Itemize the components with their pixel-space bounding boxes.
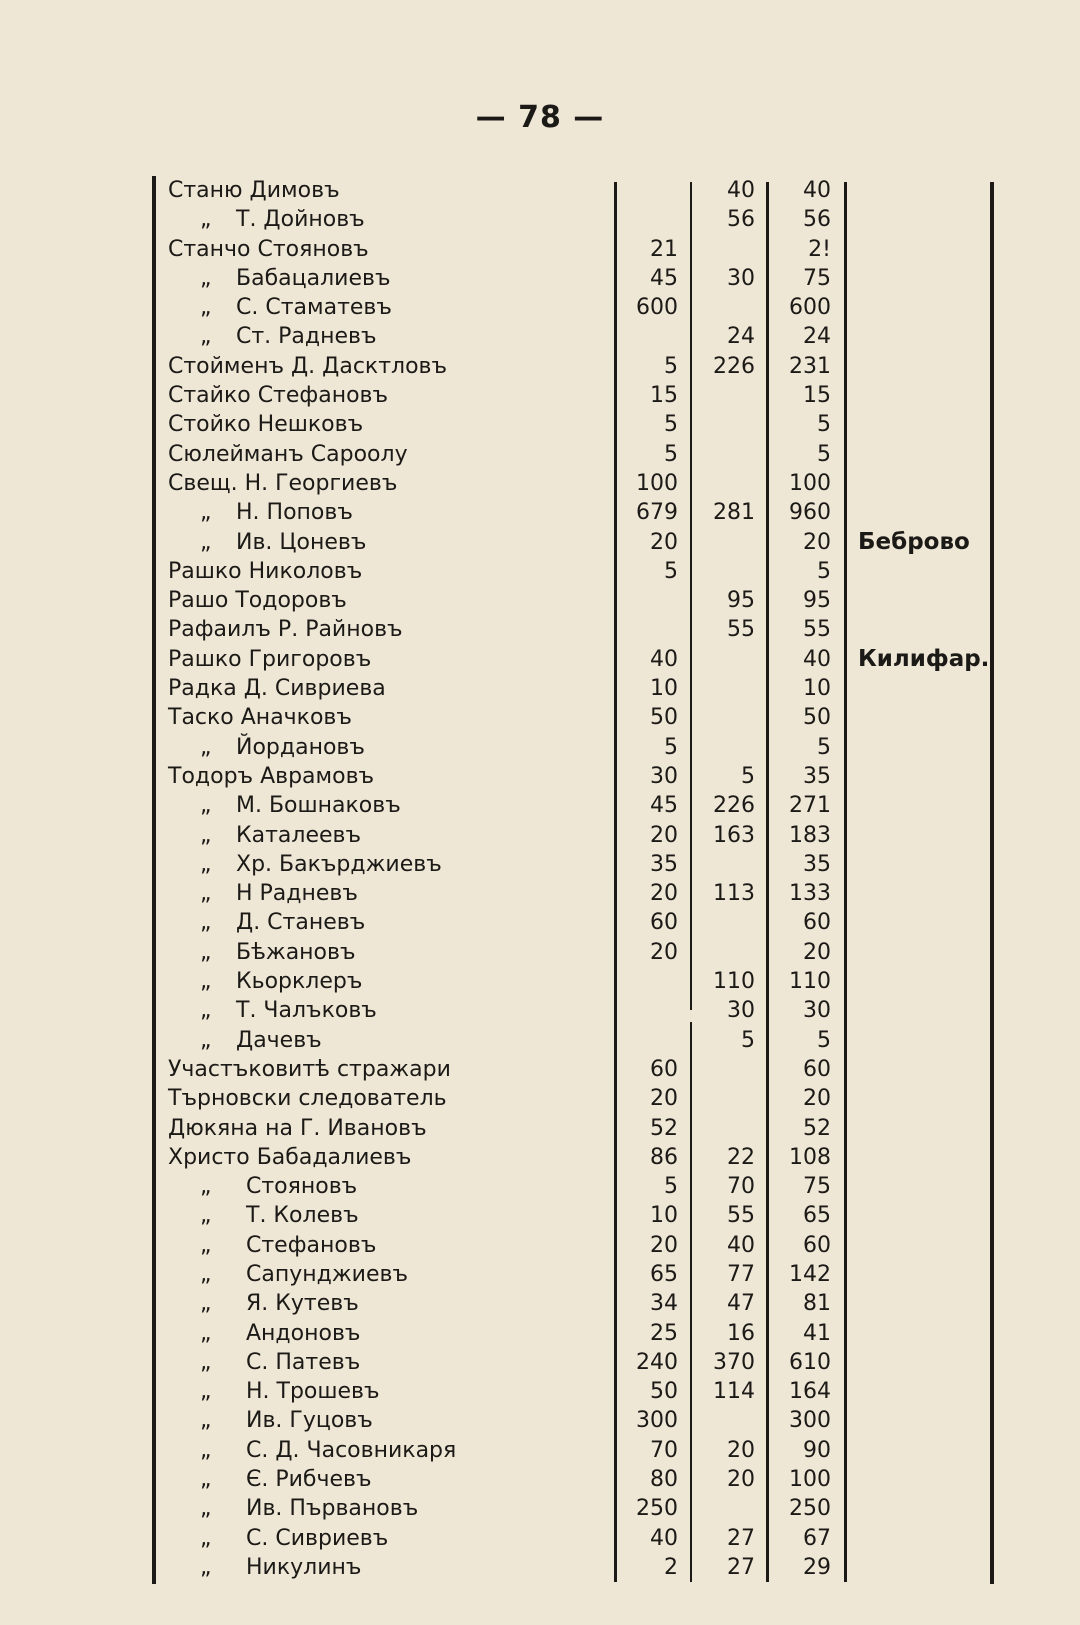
ditto-mark: „ (200, 1379, 212, 1405)
table-row (168, 1026, 988, 1055)
amount-c3: 600 (789, 295, 831, 321)
table-row (168, 1348, 988, 1377)
amount-c1: 20 (650, 1086, 678, 1112)
amount-c3: 2! (808, 236, 831, 262)
amount-c2: 40 (727, 1232, 755, 1258)
row-name-text: Є. Рибчевъ (246, 1467, 372, 1493)
row-name-text: Стойко Нешковъ (168, 412, 364, 438)
amount-c2: 370 (713, 1349, 755, 1375)
table-row (168, 1143, 988, 1172)
row-name-text: Тодоръ Аврамовъ (168, 763, 375, 789)
ditto-mark: „ (200, 939, 212, 965)
row-name-text: Н. Трошевъ (246, 1379, 380, 1405)
amount-c3: 90 (803, 1437, 831, 1463)
row-name-text: С. Патевъ (246, 1349, 361, 1375)
row-name-text: Д. Станевъ (236, 910, 366, 936)
ditto-mark: „ (200, 500, 212, 526)
amount-c1: 679 (636, 500, 678, 526)
ditto-mark: „ (200, 1554, 212, 1580)
ditto-mark: „ (200, 1437, 212, 1463)
row-name-text: Христо Бабадалиевъ (168, 1144, 412, 1170)
row-name-text: Ив. Гуцовъ (246, 1408, 373, 1434)
amount-c3: 20 (803, 1086, 831, 1112)
ditto-mark: „ (200, 1174, 212, 1200)
amount-c1: 240 (636, 1349, 678, 1375)
table-row (168, 1114, 988, 1143)
ditto-mark: „ (200, 1467, 212, 1493)
amount-c1: 52 (650, 1115, 678, 1141)
table-row (168, 1436, 988, 1465)
table-row (168, 176, 988, 205)
ditto-mark: „ (200, 851, 212, 877)
amount-c3: 108 (789, 1144, 831, 1170)
amount-c1: 45 (650, 265, 678, 291)
amount-c2: 20 (727, 1467, 755, 1493)
table-row (168, 1377, 988, 1406)
amount-c2: 24 (727, 324, 755, 350)
ledger-table (168, 176, 988, 1582)
row-name-text: Никулинъ (246, 1554, 362, 1580)
amount-c3: 95 (803, 588, 831, 614)
ditto-mark: „ (200, 1349, 212, 1375)
table-row (168, 645, 988, 674)
row-name-text: Т. Колевъ (246, 1203, 359, 1229)
amount-c1: 70 (650, 1437, 678, 1463)
ditto-mark: „ (200, 1320, 212, 1346)
row-name-text: Сюлейманъ Сароолу (168, 441, 408, 467)
amount-c2: 5 (741, 763, 755, 789)
table-row (168, 469, 988, 498)
table-row (168, 264, 988, 293)
amount-c3: 5 (817, 441, 831, 467)
ditto-mark: „ (200, 324, 212, 350)
table-row (168, 791, 988, 820)
ditto-mark: „ (200, 1261, 212, 1287)
table-row (168, 1465, 988, 1494)
amount-c3: 271 (789, 793, 831, 819)
row-name-text: Кьорклеръ (236, 969, 363, 995)
table-row (168, 205, 988, 234)
amount-c1: 5 (664, 412, 678, 438)
row-name-text: Стояновъ (246, 1174, 358, 1200)
row-name-text: Таско Аначковъ (168, 705, 352, 731)
amount-c3: 55 (803, 617, 831, 643)
amount-c2: 27 (727, 1525, 755, 1551)
ditto-mark: „ (200, 529, 212, 555)
amount-c1: 20 (650, 881, 678, 907)
row-name-text: Търновски следователь (168, 1086, 447, 1112)
amount-c1: 25 (650, 1320, 678, 1346)
ditto-mark: „ (200, 910, 212, 936)
row-name-text: Ив. Първановъ (246, 1496, 419, 1522)
amount-c2: 77 (727, 1261, 755, 1287)
table-row (168, 1231, 988, 1260)
table-row (168, 996, 988, 1025)
amount-c2: 113 (713, 881, 755, 907)
row-name-text: Станю Димовъ (168, 178, 340, 203)
amount-c3: 164 (789, 1379, 831, 1405)
table-row (168, 1055, 988, 1084)
amount-c1: 20 (650, 939, 678, 965)
amount-c3: 65 (803, 1203, 831, 1229)
row-name-text: Рафаилъ Р. Райновъ (168, 617, 403, 643)
table-row (168, 557, 988, 586)
amount-c3: 10 (803, 676, 831, 702)
table-row (168, 1201, 988, 1230)
amount-c2: 226 (713, 353, 755, 379)
table-row (168, 733, 988, 762)
row-name-text: М. Бошнаковъ (236, 793, 401, 819)
amount-c2: 114 (713, 1379, 755, 1405)
amount-c1: 40 (650, 1525, 678, 1551)
amount-c2: 163 (713, 822, 755, 848)
amount-c3: 40 (803, 646, 831, 672)
ditto-mark: „ (200, 1525, 212, 1551)
amount-c3: 20 (803, 939, 831, 965)
table-row (168, 938, 988, 967)
amount-c3: 100 (789, 470, 831, 496)
amount-c1: 30 (650, 763, 678, 789)
table-row (168, 1406, 988, 1435)
amount-c2: 5 (741, 1027, 755, 1053)
row-name-text: С. Д. Часовникаря (246, 1437, 457, 1463)
table-row (168, 528, 988, 557)
table-row (168, 1494, 988, 1523)
row-name-text: Н. Поповъ (236, 500, 353, 526)
amount-c1: 21 (650, 236, 678, 262)
row-name-text: С. Сивриевъ (246, 1525, 389, 1551)
ditto-mark: „ (200, 1203, 212, 1229)
amount-c3: 24 (803, 324, 831, 350)
amount-c1: 50 (650, 1379, 678, 1405)
amount-c1: 250 (636, 1496, 678, 1522)
amount-c3: 35 (803, 763, 831, 789)
table-row (168, 322, 988, 351)
amount-c1: 20 (650, 1232, 678, 1258)
amount-c3: 15 (803, 383, 831, 409)
amount-c1: 20 (650, 529, 678, 555)
row-name-text: Сапунджиевъ (246, 1261, 409, 1287)
amount-c2: 30 (727, 265, 755, 291)
row-name-text: Стефановъ (246, 1232, 377, 1258)
amount-c2: 95 (727, 588, 755, 614)
amount-c1: 10 (650, 1203, 678, 1229)
row-name-text: Рашко Григоровъ (168, 646, 372, 672)
row-name-text: Хр. Бакърджиевъ (236, 851, 442, 877)
amount-c1: 5 (664, 558, 678, 584)
amount-c3: 35 (803, 851, 831, 877)
amount-c2: 226 (713, 793, 755, 819)
row-name-text: Ст. Радневъ (236, 324, 377, 350)
row-name-text: Стойменъ Д. Дасктловъ (168, 353, 448, 379)
ditto-mark: „ (200, 881, 212, 907)
amount-c2: 40 (727, 178, 755, 203)
amount-c3: 56 (803, 207, 831, 233)
row-name-text: Н Радневъ (236, 881, 358, 907)
table-row (168, 762, 988, 791)
row-name-text: Дюкяна на Г. Ивановъ (168, 1115, 427, 1141)
table-row (168, 1553, 988, 1582)
row-name-text: Рашко Николовъ (168, 558, 363, 584)
table-row (168, 821, 988, 850)
amount-c3: 30 (803, 998, 831, 1024)
ditto-mark: „ (200, 969, 212, 995)
row-name-text: Йордановъ (236, 734, 365, 760)
amount-c2: 110 (713, 969, 755, 995)
left-rule (152, 176, 156, 1584)
table-row (168, 293, 988, 322)
amount-c1: 100 (636, 470, 678, 496)
right-rule (990, 182, 994, 1584)
table-row (168, 967, 988, 996)
amount-c3: 5 (817, 1027, 831, 1053)
row-name-text: Бѣжановъ (236, 939, 356, 965)
ditto-mark: „ (200, 295, 212, 321)
table-row (168, 586, 988, 615)
table-row (168, 1172, 988, 1201)
row-name-text: Я. Кутевъ (246, 1291, 359, 1317)
amount-c1: 5 (664, 441, 678, 467)
ditto-mark: „ (200, 1291, 212, 1317)
amount-c3: 183 (789, 822, 831, 848)
ditto-mark: „ (200, 1232, 212, 1258)
table-row (168, 1524, 988, 1553)
amount-c3: 5 (817, 412, 831, 438)
ditto-mark: „ (200, 1408, 212, 1434)
amount-c3: 133 (789, 881, 831, 907)
amount-c3: 5 (817, 558, 831, 584)
table-row (168, 410, 988, 439)
amount-c3: 5 (817, 734, 831, 760)
amount-c3: 142 (789, 1261, 831, 1287)
amount-c1: 600 (636, 295, 678, 321)
amount-c1: 5 (664, 734, 678, 760)
row-name-text: Т. Чалъковъ (236, 998, 377, 1024)
amount-c2: 56 (727, 207, 755, 233)
amount-c3: 81 (803, 1291, 831, 1317)
amount-c3: 41 (803, 1320, 831, 1346)
row-name-text: Дачевъ (236, 1027, 322, 1053)
table-row (168, 1289, 988, 1318)
amount-c3: 960 (789, 500, 831, 526)
ditto-mark: „ (200, 265, 212, 291)
amount-c3: 75 (803, 1174, 831, 1200)
row-name-text: Т. Дойновъ (236, 207, 365, 233)
amount-c3: 610 (789, 1349, 831, 1375)
row-name-text: Рашо Тодоровъ (168, 588, 347, 614)
amount-c3: 75 (803, 265, 831, 291)
place-label: Килифар. (858, 645, 990, 672)
table-row (168, 615, 988, 644)
row-name-text: С. Стаматевъ (236, 295, 392, 321)
amount-c3: 67 (803, 1525, 831, 1551)
amount-c2: 16 (727, 1320, 755, 1346)
amount-c2: 47 (727, 1291, 755, 1317)
amount-c1: 45 (650, 793, 678, 819)
page-number: — 78 — (475, 100, 605, 135)
table-row (168, 703, 988, 732)
amount-c3: 20 (803, 529, 831, 555)
amount-c3: 300 (789, 1408, 831, 1434)
amount-c3: 60 (803, 1232, 831, 1258)
amount-c3: 100 (789, 1467, 831, 1493)
ditto-mark: „ (200, 998, 212, 1024)
ditto-mark: „ (200, 822, 212, 848)
place-label: Беброво (858, 528, 970, 555)
ditto-mark: „ (200, 1027, 212, 1053)
row-name-text: Участъковитѣ стражари (168, 1056, 451, 1082)
amount-c1: 300 (636, 1408, 678, 1434)
amount-c1: 60 (650, 910, 678, 936)
amount-c2: 55 (727, 1203, 755, 1229)
table-row (168, 235, 988, 264)
table-row (168, 498, 988, 527)
table-row (168, 879, 988, 908)
table-row (168, 352, 988, 381)
ditto-mark: „ (200, 1496, 212, 1522)
row-name-text: Радка Д. Сивриева (168, 676, 386, 702)
amount-c1: 35 (650, 851, 678, 877)
amount-c3: 50 (803, 705, 831, 731)
amount-c2: 22 (727, 1144, 755, 1170)
table-row (168, 1084, 988, 1113)
amount-c1: 5 (664, 353, 678, 379)
amount-c3: 110 (789, 969, 831, 995)
amount-c3: 52 (803, 1115, 831, 1141)
amount-c1: 2 (664, 1554, 678, 1580)
table-row (168, 1260, 988, 1289)
amount-c1: 15 (650, 383, 678, 409)
amount-c3: 231 (789, 353, 831, 379)
amount-c3: 250 (789, 1496, 831, 1522)
amount-c1: 20 (650, 822, 678, 848)
ditto-mark: „ (200, 734, 212, 760)
amount-c2: 20 (727, 1437, 755, 1463)
amount-c3: 60 (803, 910, 831, 936)
amount-c3: 40 (803, 178, 831, 203)
row-name-text: Бабацалиевъ (236, 265, 391, 291)
table-row (168, 850, 988, 879)
amount-c2: 27 (727, 1554, 755, 1580)
table-row (168, 1319, 988, 1348)
row-name-text: Ив. Цоневъ (236, 529, 367, 555)
amount-c2: 70 (727, 1174, 755, 1200)
ditto-mark: „ (200, 207, 212, 233)
row-name-text: Станчо Стояновъ (168, 236, 369, 262)
amount-c1: 80 (650, 1467, 678, 1493)
amount-c1: 34 (650, 1291, 678, 1317)
amount-c2: 281 (713, 500, 755, 526)
table-row (168, 674, 988, 703)
table-row (168, 381, 988, 410)
amount-c1: 40 (650, 646, 678, 672)
table-row (168, 440, 988, 469)
row-name-text: Каталеевъ (236, 822, 362, 848)
row-name-text: Свещ. Н. Георгиевъ (168, 470, 398, 496)
amount-c3: 60 (803, 1056, 831, 1082)
amount-c2: 55 (727, 617, 755, 643)
amount-c3: 29 (803, 1554, 831, 1580)
row-name-text: Андоновъ (246, 1320, 361, 1346)
table-row (168, 908, 988, 937)
amount-c1: 50 (650, 705, 678, 731)
amount-c1: 65 (650, 1261, 678, 1287)
row-name-text: Стайко Стефановъ (168, 383, 389, 409)
amount-c1: 5 (664, 1174, 678, 1200)
amount-c1: 86 (650, 1144, 678, 1170)
ditto-mark: „ (200, 793, 212, 819)
amount-c1: 10 (650, 676, 678, 702)
amount-c2: 30 (727, 998, 755, 1024)
amount-c1: 60 (650, 1056, 678, 1082)
